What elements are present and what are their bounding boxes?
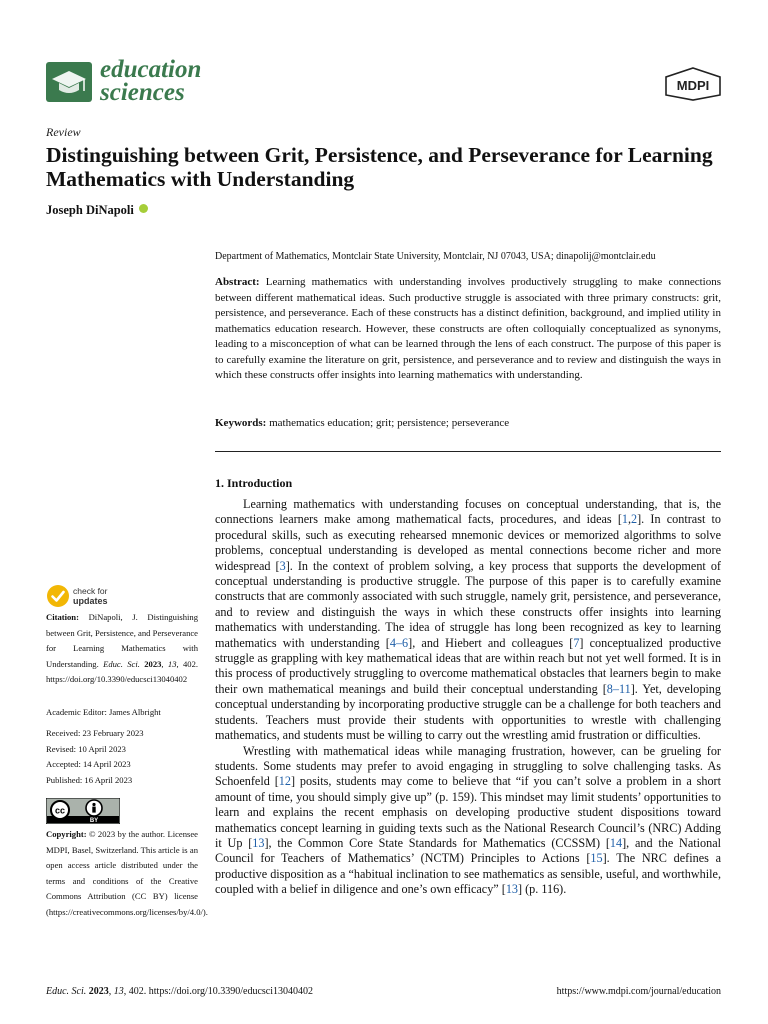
text-run: ]. In the context of problem solving, a key process that supports the development of conceptual understanding is productive struggle. The purpose of this paper is to carefully examine constructs that are commonly associated with such struggle, namely grit, persistence, and perseverance, and to review and distinguish the ways in which these constructs offer insights into learning mathematics with understanding. The idea of struggle has long been recognized as key to learning mathematics with understanding [ — [215, 558, 721, 650]
text-run: ] (p. 116). — [518, 882, 567, 897]
cc-by-license-icon[interactable] — [46, 798, 120, 824]
check-updates-line2: updates — [73, 596, 108, 606]
article-type: Review — [46, 125, 81, 139]
text-run: Learning mathematics with understanding focuses on conceptual understanding, that is, the connections learners make among mathematical facts, procedures, and ideas [ — [215, 497, 721, 527]
abstract-label: Abstract: — [215, 276, 260, 288]
journal-name — [100, 58, 201, 104]
text-run: ] posits, students may come to believe that “if you can’t solve a problem in a short amount of time, you should simply give up” (p. 159). This mindset may limit students’ opportunities to learn and explains the recent emphasis on developing productive student dispositions toward mathematics concept learning in guiding texts such as the National Research Council’s (NRC) Adding it Up [ — [215, 774, 721, 850]
reference-link[interactable]: 2 — [631, 512, 638, 527]
footer-citation: Educ. Sci. 2023, 13, 402. https://doi.org/10.3390/educsci13040402 — [46, 986, 314, 997]
text-run: ]. In contrast to procedural skills, such as executing rehearsed mnemonic devices or memorized algorithms to solve problems, conceptual understanding is developed as mental connections become richer and more widespread [ — [215, 512, 721, 573]
reference-link[interactable]: 7 — [573, 635, 580, 650]
keywords-text: mathematics education; grit; persistence; perseverance — [269, 417, 510, 429]
reference-link[interactable]: 1 — [621, 512, 628, 527]
paragraph — [215, 497, 721, 744]
accepted-date: Accepted: 14 April 2023 — [46, 759, 131, 769]
copyright-notice — [46, 827, 208, 920]
cc-text: cc — [54, 805, 66, 816]
graduation-cap-logo-icon — [46, 62, 92, 102]
reference-link[interactable]: 8–11 — [606, 681, 631, 696]
reference-link[interactable]: 15 — [590, 851, 603, 866]
check-circle-icon — [47, 585, 69, 607]
check-for-updates-badge[interactable] — [46, 584, 166, 608]
citation-doi[interactable]: , 402. https://doi.org/10.3390/educsci13040402 — [46, 658, 199, 684]
reference-link[interactable]: 13 — [505, 882, 518, 897]
mdpi-logo-text: MDPI — [676, 78, 710, 93]
author-line — [46, 203, 148, 218]
citation-journal: Educ. Sci. — [103, 658, 140, 669]
cc-by-text: BY — [89, 818, 99, 824]
citation-year: 2023 — [144, 658, 162, 669]
published-date: Published: 16 April 2023 — [46, 774, 133, 785]
footer-journal: Educ. Sci. — [46, 986, 87, 997]
footer-year: 2023 — [88, 986, 109, 997]
footer-journal-url[interactable]: https://www.mdpi.com/journal/education — [556, 986, 721, 997]
abstract-text: Learning mathematics with understanding involves productively struggling to make connections between different mathematical ideas. Such productive struggle is associated with three primary constructs: grit, persistence, and perseverance. Each of these constructs has a distinct definition, background, and implied utility in mathematics education research. However, these constructs are often colloquially conceptualized as synonyms, leading to a misconception of what can be learned through the lens of each construct. The purpose of this paper is to carefully examine the literature on grit, persistence, and perseverance and to review and distinguish the ways in which these constructs offer insights into learning mathematics with understanding. — [215, 276, 721, 381]
journal-name-line1: education — [100, 56, 202, 83]
footer-doi[interactable]: , 402. https://doi.org/10.3390/educsci13040402 — [123, 986, 314, 997]
text-run: ], the Common Core State Standards for Mathematics (CCSSM) [ — [264, 835, 610, 850]
keywords-label: Keywords: — [215, 417, 267, 429]
academic-editor: Academic Editor: James Albright — [46, 707, 161, 717]
mdpi-logo-icon[interactable] — [664, 67, 722, 101]
text-run: Wrestling with mathematical ideas while managing frustration, however, can be grueling for students. Some students may prefer to avoid engaging in struggling to solve challenging tasks. As Schoenfeld [ — [215, 743, 721, 789]
keywords — [215, 416, 721, 432]
author-name[interactable]: Joseph DiNapoli — [46, 203, 134, 217]
reference-link[interactable]: 14 — [609, 835, 623, 850]
abstract — [215, 275, 721, 384]
reference-link[interactable]: 13 — [252, 835, 265, 850]
journal-name-line2: sciences — [100, 79, 185, 106]
check-updates-line1: check for — [73, 586, 108, 596]
revised-date: Revised: 10 April 2023 — [46, 743, 126, 754]
reference-link[interactable]: 3 — [279, 558, 286, 573]
text-run: , — [627, 512, 632, 527]
copyright-text: © 2023 by the author. Licensee MDPI, Basel, Switzerland. This article is an open access article distributed under the terms and conditions of the Creative Commons Attribution (CC BY) license (https://creativecommons.org/licenses/by/4.0/). — [46, 829, 208, 917]
article-title: Distinguishing between Grit, Persistence, and Perseverance for Learning Mathematics with Understanding — [46, 143, 713, 191]
section-heading: 1. Introduction — [215, 476, 293, 490]
citation-text: DiNapoli, J. Distinguishing between Grit, Persistence, and Perseverance for Learning Mathematics with Understanding. — [46, 612, 198, 669]
text-run: ], and the National Council for Teachers of Mathematics’ (NCTM) Principles to Actions [ — [215, 835, 721, 866]
footer-volume: 13 — [113, 986, 124, 997]
citation-block: Citation: DiNapoli, J. Distinguishing between Grit, Persistence, and Perseverance for Learning Mathematics with Understanding. Educ. Sci. 2023, 13, 402. https://doi.org/10.3390/educsci13040402 — [46, 612, 199, 684]
text-run: ]. The NRC defines a productive disposition as a “habitual inclination to see mathematics as sensible, useful, and worthwhile, coupled with a belief in diligence and one’s own efficacy” [ — [215, 851, 721, 897]
citation-volume: 13 — [167, 658, 177, 669]
text-run: ] conceptualized productive struggle as grappling with key mathematical ideas that are within reach but not yet well formed. It is in this process of productively struggling to overcome mathematical obstacles that learners begin to make their own mathematical meanings and build their conceptual understanding [ — [215, 635, 721, 696]
text-run: ], and Hiebert and colleagues [ — [408, 635, 574, 650]
copyright-label: Copyright: — [46, 829, 87, 839]
orcid-icon[interactable] — [139, 204, 148, 213]
reference-link[interactable]: 4–6 — [389, 635, 409, 650]
affiliation: Department of Mathematics, Montclair State University, Montclair, NJ 07043, USA; dinapolij@montclair.edu — [215, 251, 656, 262]
reference-link[interactable]: 12 — [278, 774, 291, 789]
received-date: Received: 23 February 2023 — [46, 728, 144, 738]
text-run: ]. Yet, developing conceptual understanding by incorporating productive struggle can be a challenge for both teachers and students. Teachers must provide their students with opportunities to wrestle with challenging mathematics, and students must be willing to carry out the wrestling amid frustration or difficulties. — [215, 681, 721, 743]
section-divider — [215, 451, 721, 452]
publication-dates — [46, 726, 198, 788]
introduction-body — [215, 497, 721, 898]
paragraph — [215, 744, 721, 898]
citation-label: Citation: — [46, 612, 79, 622]
